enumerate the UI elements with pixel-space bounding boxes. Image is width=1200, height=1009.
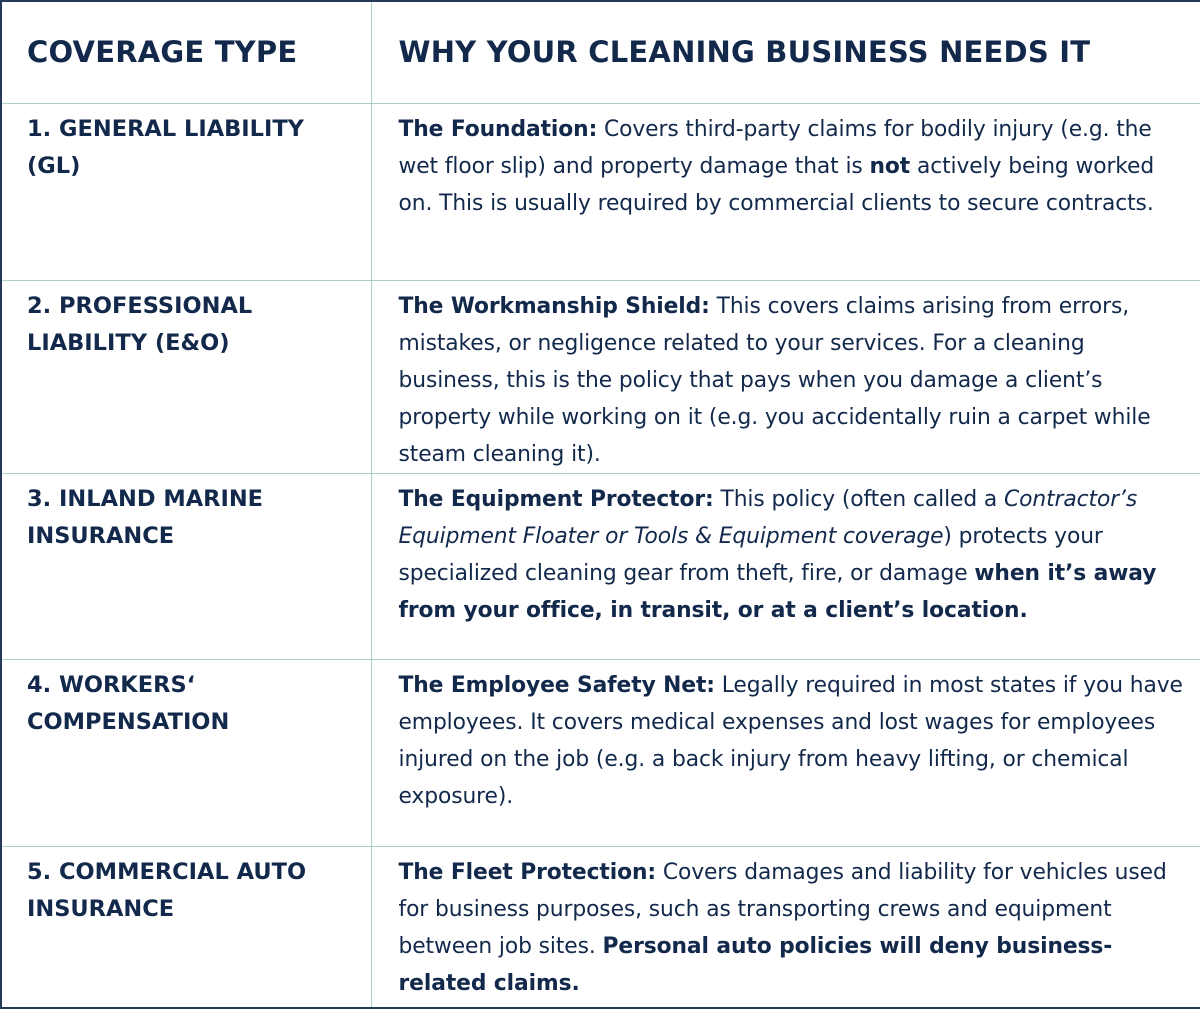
description-text: Covers damages and liability for vehicles used for business purposes, such as transporting crews and equipment between job sites. <box>398 859 1167 959</box>
description-text: ) protects your specialized cleaning gear from theft, fire, or damage <box>398 523 1103 586</box>
coverage-type-cell: 3. INLAND MARINE INSURANCE <box>1 473 371 659</box>
description-emphasis: Personal auto policies will deny business-related claims. <box>398 933 1113 996</box>
coverage-description-cell <box>371 473 1200 659</box>
description-emphasis: not <box>869 153 911 179</box>
coverage-description-cell <box>371 659 1200 846</box>
table-row <box>1 280 1200 473</box>
coverage-title: The Foundation: <box>398 116 598 142</box>
description-text: Covers third-party claims for bodily injury (e.g. the wet floor slip) and property damage that is <box>398 116 1152 179</box>
description-italic: Contractor’s Equipment Floater or Tools & Equipment coverage <box>398 486 1138 549</box>
column-header-coverage-type: COVERAGE TYPE <box>1 1 371 103</box>
coverage-title: The Employee Safety Net: <box>398 672 715 698</box>
coverage-type-cell: 2. PROFESSIONAL LIABILITY (E&O) <box>1 280 371 473</box>
coverage-title: The Equipment Protector: <box>398 486 714 512</box>
table-row <box>1 473 1200 659</box>
table-row <box>1 659 1200 846</box>
description-emphasis: when it’s away from your office, in transit, or at a client’s location. <box>398 560 1157 623</box>
coverage-description-cell <box>371 846 1200 1008</box>
coverage-title: The Workmanship Shield: <box>398 293 710 319</box>
table-row <box>1 103 1200 280</box>
table-header-row <box>1 1 1200 103</box>
column-header-why: WHY YOUR CLEANING BUSINESS NEEDS IT <box>371 1 1200 103</box>
coverage-type-cell: 1. GENERAL LIABILITY (GL) <box>1 103 371 280</box>
description-text: This policy (often called a <box>713 486 1004 512</box>
description-text: This covers claims arising from errors, mistakes, or negligence related to your services. For a cleaning business, this is the policy that pays when you damage a client’s property while working on it (e.g. you accidentally ruin a carpet while steam cleaning it). <box>398 293 1151 467</box>
table-row <box>1 846 1200 1008</box>
coverage-type-cell: 5. COMMERCIAL AUTO INSURANCE <box>1 846 371 1008</box>
coverage-title: The Fleet Protection: <box>398 859 657 885</box>
description-text: Legally required in most states if you have employees. It covers medical expenses and lost wages for employees injured on the job (e.g. a back injury from heavy lifting, or chemical exposure). <box>398 672 1183 809</box>
coverage-type-cell: 4. WORKERS‘ COMPENSATION <box>1 659 371 846</box>
description-text: actively being worked on. This is usually required by commercial clients to secure contracts. <box>398 153 1155 216</box>
coverage-description-cell <box>371 280 1200 473</box>
coverage-description-cell <box>371 103 1200 280</box>
